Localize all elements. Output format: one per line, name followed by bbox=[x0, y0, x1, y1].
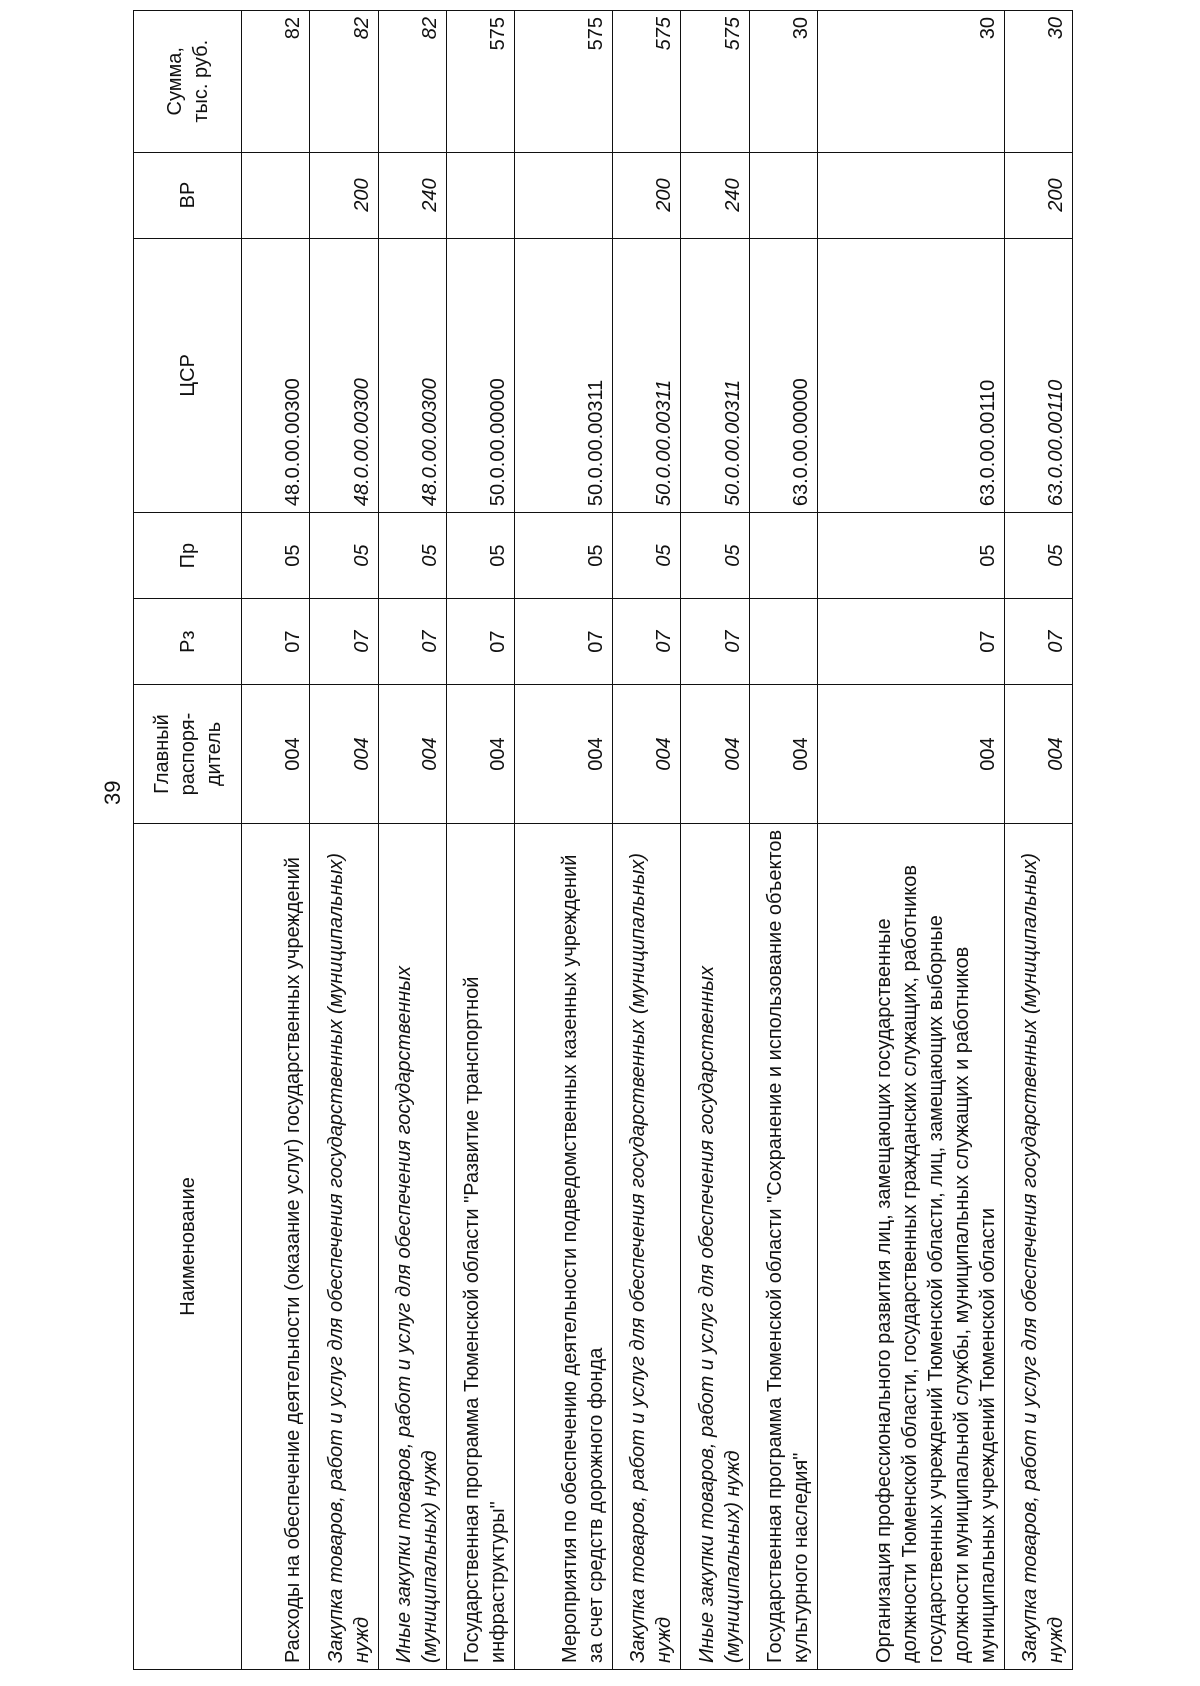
header-main-admin bbox=[134, 685, 242, 824]
cell-vr bbox=[817, 152, 1004, 238]
cell-name: Расходы на обеспечение деятельности (оказание услуг) государственных учреждений bbox=[242, 823, 310, 1669]
table-body bbox=[242, 11, 1073, 1670]
cell-name: Иные закупки товаров, работ и услуг для обеспечения государственных (муниципальных) нужд bbox=[378, 823, 446, 1669]
cell-rz: 07 bbox=[681, 599, 749, 685]
table-row bbox=[817, 11, 1004, 1670]
cell-pr: 05 bbox=[242, 513, 310, 599]
cell-main-admin: 004 bbox=[378, 685, 446, 824]
cell-sum: 82 bbox=[310, 11, 378, 153]
cell-main-admin: 004 bbox=[681, 685, 749, 824]
cell-main-admin: 004 bbox=[242, 685, 310, 824]
cell-sum: 82 bbox=[242, 11, 310, 153]
cell-sum: 575 bbox=[681, 11, 749, 153]
cell-pr: 05 bbox=[378, 513, 446, 599]
cell-csr: 48.0.00.00300 bbox=[242, 238, 310, 513]
cell-rz: 07 bbox=[242, 599, 310, 685]
cell-csr: 50.0.00.00311 bbox=[613, 238, 681, 513]
cell-main-admin: 004 bbox=[749, 685, 817, 824]
cell-sum: 575 bbox=[515, 11, 613, 153]
cell-rz: 07 bbox=[310, 599, 378, 685]
cell-name: Закупка товаров, работ и услуг для обеспечения государственных (муниципальных) нужд bbox=[613, 823, 681, 1669]
cell-csr: 63.0.00.00110 bbox=[817, 238, 1004, 513]
cell-rz bbox=[749, 599, 817, 685]
header-csr: ЦСР bbox=[134, 238, 242, 513]
cell-rz: 07 bbox=[515, 599, 613, 685]
cell-pr: 05 bbox=[446, 513, 514, 599]
cell-csr: 63.0.00.00000 bbox=[749, 238, 817, 513]
table-row bbox=[681, 11, 749, 1670]
cell-name: Закупка товаров, работ и услуг для обеспечения государственных (муниципальных) нужд bbox=[310, 823, 378, 1669]
table-row bbox=[515, 11, 613, 1670]
table-header-row bbox=[134, 11, 242, 1670]
cell-vr bbox=[749, 152, 817, 238]
cell-sum: 30 bbox=[1004, 11, 1072, 153]
cell-vr bbox=[242, 152, 310, 238]
cell-vr bbox=[515, 152, 613, 238]
cell-name: Мероприятия по обеспечению деятельности подведомственных казенных учреждений за счет средств дорожного фонда bbox=[515, 823, 613, 1669]
header-main-admin-line: распоря- bbox=[176, 712, 199, 796]
cell-vr: 200 bbox=[613, 152, 681, 238]
header-sum bbox=[134, 11, 242, 153]
cell-pr bbox=[749, 513, 817, 599]
cell-main-admin: 004 bbox=[515, 685, 613, 824]
header-main-admin-line: Главный bbox=[150, 714, 173, 794]
cell-main-admin: 004 bbox=[446, 685, 514, 824]
cell-csr: 50.0.00.00000 bbox=[446, 238, 514, 513]
cell-name: Государственная программа Тюменской области "Сохранение и использование объектов культурного наследия" bbox=[749, 823, 817, 1669]
cell-vr bbox=[446, 152, 514, 238]
cell-sum: 575 bbox=[613, 11, 681, 153]
page-number: 39 bbox=[100, 780, 125, 805]
header-name: Наименование bbox=[134, 823, 242, 1669]
cell-sum: 30 bbox=[817, 11, 1004, 153]
table-row bbox=[310, 11, 378, 1670]
header-sum-line: Сумма, bbox=[163, 47, 186, 116]
header-pr: Пр bbox=[134, 513, 242, 599]
cell-rz: 07 bbox=[817, 599, 1004, 685]
cell-pr: 05 bbox=[515, 513, 613, 599]
header-sum-line: тыс. руб. bbox=[189, 39, 212, 123]
cell-pr: 05 bbox=[817, 513, 1004, 599]
table-row bbox=[749, 11, 817, 1670]
cell-sum: 82 bbox=[378, 11, 446, 153]
cell-csr: 63.0.00.00110 bbox=[1004, 238, 1072, 513]
cell-name: Закупка товаров, работ и услуг для обеспечения государственных (муниципальных) нужд bbox=[1004, 823, 1072, 1669]
cell-name: Организация профессионального развития лиц, замещающих государственные должности Тюменской области, государственных гражданских служащих, работников государственных учреждений Тюменской области, лиц, замещающих выборные должности муниципальной службы, муниципальных служащих и работников муниципальных учреждений Тюменской области bbox=[817, 823, 1004, 1669]
cell-sum: 575 bbox=[446, 11, 514, 153]
cell-rz: 07 bbox=[1004, 599, 1072, 685]
cell-vr: 200 bbox=[1004, 152, 1072, 238]
cell-main-admin: 004 bbox=[1004, 685, 1072, 824]
cell-pr: 05 bbox=[310, 513, 378, 599]
cell-sum: 30 bbox=[749, 11, 817, 153]
cell-vr: 200 bbox=[310, 152, 378, 238]
cell-csr: 48.0.00.00300 bbox=[310, 238, 378, 513]
budget-table bbox=[133, 10, 1073, 1670]
cell-name: Государственная программа Тюменской области "Развитие транспортной инфраструктуры" bbox=[446, 823, 514, 1669]
cell-pr: 05 bbox=[681, 513, 749, 599]
cell-pr: 05 bbox=[1004, 513, 1072, 599]
header-vr: ВР bbox=[134, 152, 242, 238]
cell-name: Иные закупки товаров, работ и услуг для обеспечения государственных (муниципальных) нужд bbox=[681, 823, 749, 1669]
cell-csr: 50.0.00.00311 bbox=[515, 238, 613, 513]
table-row bbox=[242, 11, 310, 1670]
cell-rz: 07 bbox=[446, 599, 514, 685]
header-rz: Рз bbox=[134, 599, 242, 685]
table-row bbox=[1004, 11, 1072, 1670]
budget-table-container bbox=[133, 10, 1073, 1670]
table-row bbox=[613, 11, 681, 1670]
header-main-admin-line: дитель bbox=[202, 721, 225, 787]
cell-rz: 07 bbox=[613, 599, 681, 685]
cell-rz: 07 bbox=[378, 599, 446, 685]
cell-csr: 50.0.00.00311 bbox=[681, 238, 749, 513]
cell-main-admin: 004 bbox=[817, 685, 1004, 824]
cell-csr: 48.0.00.00300 bbox=[378, 238, 446, 513]
cell-vr: 240 bbox=[681, 152, 749, 238]
cell-main-admin: 004 bbox=[310, 685, 378, 824]
cell-pr: 05 bbox=[613, 513, 681, 599]
cell-main-admin: 004 bbox=[613, 685, 681, 824]
cell-vr: 240 bbox=[378, 152, 446, 238]
table-row bbox=[446, 11, 514, 1670]
table-row bbox=[378, 11, 446, 1670]
